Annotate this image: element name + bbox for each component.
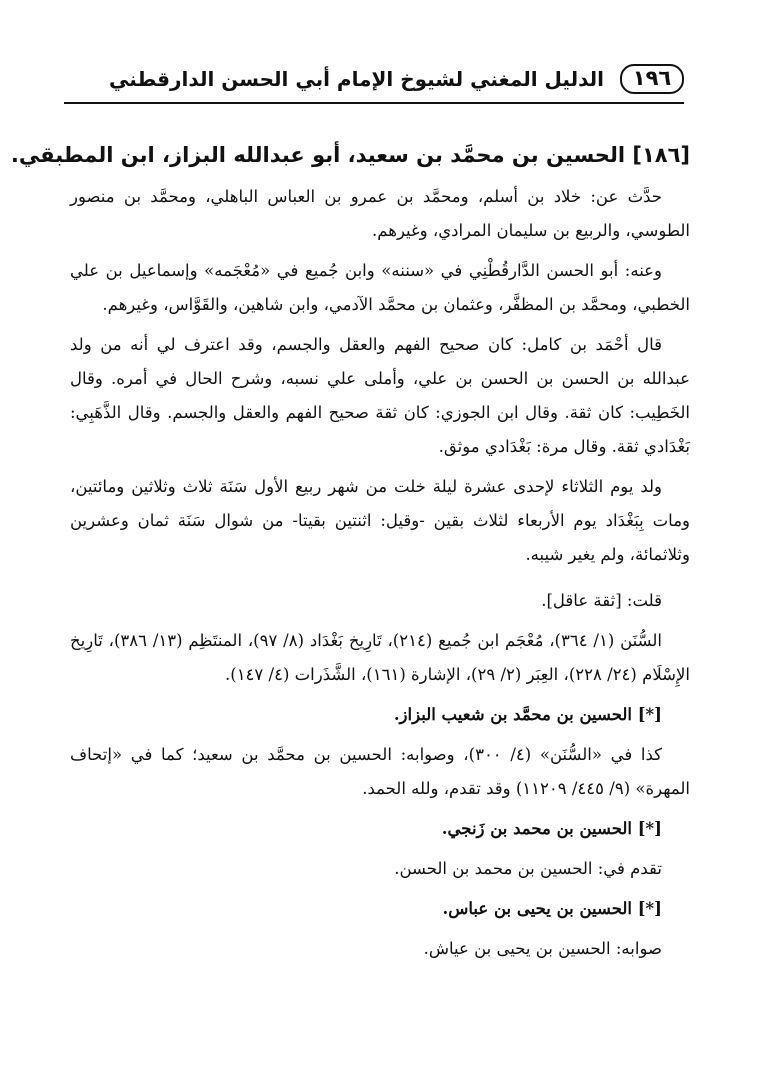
narrators-paragraph: وعنه: أبو الحسن الدَّارقُطْنِي في «سننه» وابن جُميع في «مُعْجَمه» وإسماعيل بن علي الخطبي، ومحمَّد بن المظفَّر، وعثمان بن محمَّد الآدمي، وابن شاهين، والقَوَّاس، وغيرهم. [70,261,690,314]
sources-list: السُّنَن (١/ ٣٦٤)، مُعْجَم ابن جُميع (٢١٤)، تَارِيخ بَغْدَاد (٨/ ٩٧)، المنتَظِم (١٣/ ٣٨٦)، تَارِيخ الإِسْلَام (٢٤/ ٢٢٨)، العِبَر (٢/ ٢٩)، الإشارة (١٦١)، الشَّذَرات (٤/ ١٤٧). [70,631,690,684]
page-number: ١٩٦ [620,64,684,94]
cross-ref-body: صوابه: الحسين بن يحيى بن عياش. [423,939,662,958]
cross-ref-body: كذا في «السُّنَن» (٤/ ٣٠٠)، وصوابه: الحسين بن محمَّد بن سعيد؛ كما في «إتحاف المهرة» (٩/ ٤٤٥/ ١١٢٠٩) وقد تقدم، ولله الحمد. [70,745,690,798]
cross-ref-title: [*] الحسين بن محمَّد بن شعيب البزاز. [393,705,662,724]
cross-ref-body: تقدم في: الحسين بن محمد بن الحسن. [394,859,662,878]
cross-ref-title: [*] الحسين بن محمد بن زَنجي. [441,819,662,838]
cross-ref-title: [*] الحسين بن يحيى بن عباس. [442,899,662,918]
page-header [64,58,684,104]
assessments-paragraph: قال أحْمَد بن كامل: كان صحيح الفهم والعقل والجسم، وقد اعترف لي أنه من ولد عبدالله بن الحسن بن الحسن بن علي، وأملى علي نسبه، وشرح الحال في أمره. وقال الخَطِيب: كان ثقة. وقال ابن الجوزي: كان ثقة صحيح الفهم والعقل والجسم. وقال الذَّهَبِي: بَغْدَادي ثقة. وقال مرة: بَغْدَادي موثق. [70,335,690,456]
entry-title: [١٨٦] الحسين بن محمَّد بن سعيد، أبو عبدالله البزاز، ابن المطبقي. [10,143,690,167]
running-title: الدليل المغني لشيوخ الإمام أبي الحسن الدارقطني [109,67,604,91]
narrated-from-paragraph: حدَّث عن: خلاد بن أسلم، ومحمَّد بن عمرو بن العباس الباهلي، ومحمَّد بن منصور الطوسي، والربيع بن سليمان المرادي، وغيرهم. [70,187,690,240]
birth-death-paragraph: ولد يوم الثلاثاء لإحدى عشرة ليلة خلت من شهر ربيع الأول سَنَة ثلاث وثلاثين ومائتين، ومات بِبَغْدَاد يوم الأربعاء لثلاث بقين -وقيل: اثنتين بقيتا- من شوال سَنَة ثمان وعشرين وثلاثمائة، ولم يغير شيبه. [70,477,690,564]
author-note: قلت: [ثقة عاقل]. [541,591,662,610]
page-content [10,138,690,966]
